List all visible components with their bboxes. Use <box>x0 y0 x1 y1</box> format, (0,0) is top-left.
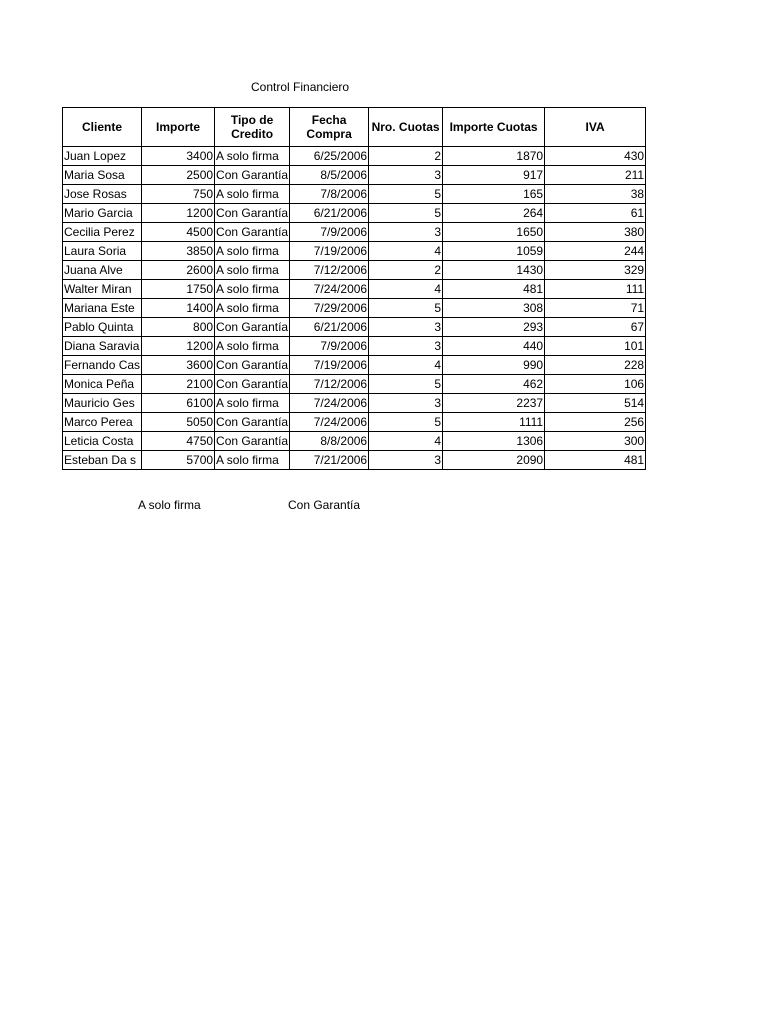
cell-tipo-credito[interactable]: A solo firma <box>215 185 290 204</box>
cell-importe[interactable]: 3850 <box>142 242 215 261</box>
cell-cliente[interactable]: Laura Soria <box>63 242 142 261</box>
cell-cliente[interactable]: Maria Sosa <box>63 166 142 185</box>
cell-cliente[interactable]: Esteban Da s <box>63 451 142 470</box>
cell-fecha-compra[interactable]: 8/5/2006 <box>290 166 369 185</box>
table-body <box>63 147 646 470</box>
cell-cliente[interactable]: Jose Rosas <box>63 185 142 204</box>
cell-importe-cuotas[interactable]: 2237 <box>443 394 545 413</box>
cell-iva[interactable]: 244 <box>545 242 646 261</box>
cell-tipo-credito[interactable]: Con Garantía <box>215 413 290 432</box>
cell-fecha-compra[interactable]: 7/19/2006 <box>290 242 369 261</box>
cell-importe[interactable]: 1750 <box>142 280 215 299</box>
cell-nro-cuotas[interactable]: 2 <box>369 147 443 166</box>
cell-importe-cuotas[interactable]: 1306 <box>443 432 545 451</box>
table-row <box>63 147 646 166</box>
cell-nro-cuotas[interactable]: 3 <box>369 318 443 337</box>
cell-iva[interactable]: 380 <box>545 223 646 242</box>
cell-fecha-compra[interactable]: 8/8/2006 <box>290 432 369 451</box>
cell-cliente[interactable]: Mario Garcia <box>63 204 142 223</box>
sheet-title: Control Financiero <box>251 80 350 94</box>
cell-iva[interactable]: 106 <box>545 375 646 394</box>
cell-nro-cuotas[interactable]: 4 <box>369 432 443 451</box>
table-row <box>63 185 646 204</box>
header-tipo-credito[interactable]: Tipo de Credito <box>215 108 290 147</box>
cell-importe[interactable]: 4750 <box>142 432 215 451</box>
cell-tipo-credito[interactable]: A solo firma <box>215 280 290 299</box>
footer-label-con-garantia: Con Garantía <box>288 498 361 512</box>
cell-fecha-compra[interactable]: 6/21/2006 <box>290 204 369 223</box>
cell-nro-cuotas[interactable]: 3 <box>369 166 443 185</box>
cell-importe-cuotas[interactable]: 917 <box>443 166 545 185</box>
financial-table <box>62 107 646 470</box>
cell-nro-cuotas[interactable]: 5 <box>369 299 443 318</box>
cell-cliente[interactable]: Pablo Quinta <box>63 318 142 337</box>
cell-fecha-compra[interactable]: 7/24/2006 <box>290 413 369 432</box>
cell-importe[interactable]: 2100 <box>142 375 215 394</box>
table-row <box>63 413 646 432</box>
cell-cliente[interactable]: Marco Perea <box>63 413 142 432</box>
cell-importe[interactable]: 750 <box>142 185 215 204</box>
cell-cliente[interactable]: Leticia Costa <box>63 432 142 451</box>
cell-tipo-credito[interactable]: A solo firma <box>215 337 290 356</box>
cell-importe-cuotas[interactable]: 990 <box>443 356 545 375</box>
cell-tipo-credito[interactable]: A solo firma <box>215 147 290 166</box>
cell-importe[interactable]: 3600 <box>142 356 215 375</box>
cell-importe-cuotas[interactable]: 1111 <box>443 413 545 432</box>
table-row <box>63 242 646 261</box>
cell-fecha-compra[interactable]: 7/24/2006 <box>290 280 369 299</box>
cell-fecha-compra[interactable]: 7/24/2006 <box>290 394 369 413</box>
cell-importe[interactable]: 800 <box>142 318 215 337</box>
cell-cliente[interactable]: Fernando Cas <box>63 356 142 375</box>
cell-tipo-credito[interactable]: Con Garantía <box>215 356 290 375</box>
cell-nro-cuotas[interactable]: 3 <box>369 223 443 242</box>
cell-iva[interactable]: 300 <box>545 432 646 451</box>
cell-cliente[interactable]: Walter Miran <box>63 280 142 299</box>
cell-fecha-compra[interactable]: 6/25/2006 <box>290 147 369 166</box>
cell-tipo-credito[interactable]: A solo firma <box>215 261 290 280</box>
table-row <box>63 356 646 375</box>
cell-cliente[interactable]: Mariana Este <box>63 299 142 318</box>
cell-importe[interactable]: 3400 <box>142 147 215 166</box>
cell-nro-cuotas[interactable]: 5 <box>369 413 443 432</box>
cell-tipo-credito[interactable]: Con Garantía <box>215 166 290 185</box>
header-importe[interactable]: Importe <box>142 108 215 147</box>
cell-tipo-credito[interactable]: A solo firma <box>215 299 290 318</box>
cell-importe-cuotas[interactable]: 293 <box>443 318 545 337</box>
cell-importe-cuotas[interactable]: 462 <box>443 375 545 394</box>
cell-iva[interactable]: 101 <box>545 337 646 356</box>
cell-iva[interactable]: 329 <box>545 261 646 280</box>
cell-tipo-credito[interactable]: Con Garantía <box>215 223 290 242</box>
cell-cliente[interactable]: Monica Peña <box>63 375 142 394</box>
header-row <box>63 108 646 147</box>
cell-importe-cuotas[interactable]: 1059 <box>443 242 545 261</box>
header-iva[interactable]: IVA <box>545 108 646 147</box>
cell-importe[interactable]: 2600 <box>142 261 215 280</box>
cell-importe-cuotas[interactable]: 1870 <box>443 147 545 166</box>
cell-iva[interactable]: 67 <box>545 318 646 337</box>
cell-nro-cuotas[interactable]: 5 <box>369 185 443 204</box>
header-cliente[interactable]: Cliente <box>63 108 142 147</box>
cell-cliente[interactable]: Diana Saravia <box>63 337 142 356</box>
table-row <box>63 223 646 242</box>
cell-nro-cuotas[interactable]: 3 <box>369 394 443 413</box>
table-row <box>63 451 646 470</box>
cell-cliente[interactable]: Juana Alve <box>63 261 142 280</box>
cell-fecha-compra[interactable]: 7/9/2006 <box>290 337 369 356</box>
table-row <box>63 318 646 337</box>
cell-importe[interactable]: 2500 <box>142 166 215 185</box>
cell-fecha-compra[interactable]: 7/21/2006 <box>290 451 369 470</box>
table-row <box>63 375 646 394</box>
cell-fecha-compra[interactable]: 7/12/2006 <box>290 261 369 280</box>
cell-importe-cuotas[interactable]: 1430 <box>443 261 545 280</box>
cell-nro-cuotas[interactable]: 2 <box>369 261 443 280</box>
cell-importe-cuotas[interactable]: 440 <box>443 337 545 356</box>
table-row <box>63 432 646 451</box>
table-row <box>63 204 646 223</box>
cell-nro-cuotas[interactable]: 3 <box>369 337 443 356</box>
cell-tipo-credito[interactable]: A solo firma <box>215 394 290 413</box>
cell-cliente[interactable]: Cecilia Perez <box>63 223 142 242</box>
header-fecha-compra[interactable]: Fecha Compra <box>290 108 369 147</box>
cell-fecha-compra[interactable]: 7/19/2006 <box>290 356 369 375</box>
cell-importe[interactable]: 6100 <box>142 394 215 413</box>
cell-iva[interactable]: 38 <box>545 185 646 204</box>
cell-fecha-compra[interactable]: 7/8/2006 <box>290 185 369 204</box>
cell-importe[interactable]: 5050 <box>142 413 215 432</box>
cell-nro-cuotas[interactable]: 5 <box>369 204 443 223</box>
cell-iva[interactable]: 430 <box>545 147 646 166</box>
cell-nro-cuotas[interactable]: 4 <box>369 356 443 375</box>
table-row <box>63 280 646 299</box>
cell-importe-cuotas[interactable]: 165 <box>443 185 545 204</box>
cell-iva[interactable]: 481 <box>545 451 646 470</box>
table-row <box>63 394 646 413</box>
cell-importe[interactable]: 1200 <box>142 337 215 356</box>
cell-iva[interactable]: 228 <box>545 356 646 375</box>
cell-iva[interactable]: 211 <box>545 166 646 185</box>
table-row <box>63 261 646 280</box>
table-row <box>63 337 646 356</box>
cell-nro-cuotas[interactable]: 5 <box>369 375 443 394</box>
cell-iva[interactable]: 61 <box>545 204 646 223</box>
cell-tipo-credito[interactable]: A solo firma <box>215 451 290 470</box>
cell-fecha-compra[interactable]: 7/12/2006 <box>290 375 369 394</box>
cell-importe[interactable]: 1200 <box>142 204 215 223</box>
table-row <box>63 166 646 185</box>
cell-fecha-compra[interactable]: 7/9/2006 <box>290 223 369 242</box>
cell-iva[interactable]: 514 <box>545 394 646 413</box>
cell-fecha-compra[interactable]: 6/21/2006 <box>290 318 369 337</box>
cell-tipo-credito[interactable]: Con Garantía <box>215 204 290 223</box>
cell-iva[interactable]: 111 <box>545 280 646 299</box>
cell-importe[interactable]: 4500 <box>142 223 215 242</box>
cell-cliente[interactable]: Juan Lopez <box>63 147 142 166</box>
cell-tipo-credito[interactable]: Con Garantía <box>215 318 290 337</box>
header-nro-cuotas[interactable]: Nro. Cuotas <box>369 108 443 147</box>
cell-importe-cuotas[interactable]: 308 <box>443 299 545 318</box>
cell-tipo-credito[interactable]: Con Garantía <box>215 375 290 394</box>
cell-importe-cuotas[interactable]: 1650 <box>443 223 545 242</box>
footer-label-a-solo-firma: A solo firma <box>138 498 201 512</box>
cell-tipo-credito[interactable]: Con Garantía <box>215 432 290 451</box>
cell-importe[interactable]: 1400 <box>142 299 215 318</box>
cell-nro-cuotas[interactable]: 3 <box>369 451 443 470</box>
cell-importe-cuotas[interactable]: 264 <box>443 204 545 223</box>
cell-fecha-compra[interactable]: 7/29/2006 <box>290 299 369 318</box>
cell-importe-cuotas[interactable]: 481 <box>443 280 545 299</box>
cell-iva[interactable]: 71 <box>545 299 646 318</box>
cell-cliente[interactable]: Mauricio Ges <box>63 394 142 413</box>
cell-iva[interactable]: 256 <box>545 413 646 432</box>
table-row <box>63 299 646 318</box>
cell-tipo-credito[interactable]: A solo firma <box>215 242 290 261</box>
cell-importe-cuotas[interactable]: 2090 <box>443 451 545 470</box>
cell-importe[interactable]: 5700 <box>142 451 215 470</box>
cell-nro-cuotas[interactable]: 4 <box>369 280 443 299</box>
header-importe-cuotas[interactable]: Importe Cuotas <box>443 108 545 147</box>
cell-nro-cuotas[interactable]: 4 <box>369 242 443 261</box>
